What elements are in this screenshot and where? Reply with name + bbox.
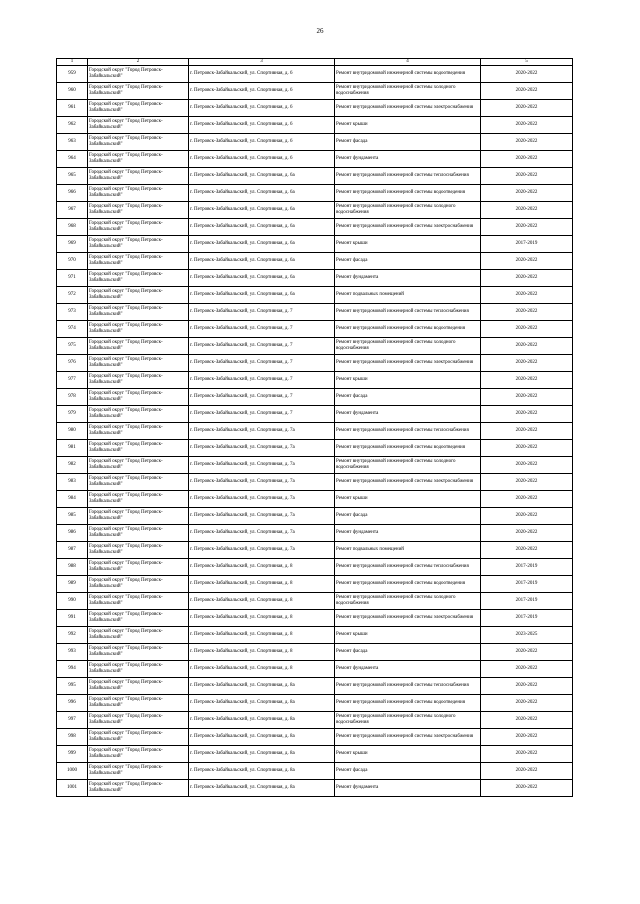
address-cell: г. Петровск-Забайкальский, ул. Спортивная, д. 8а: [189, 746, 335, 763]
work-type-cell: Ремонт внутридомовой инженерной системы теплоснабжения: [335, 678, 481, 695]
row-number: 977: [57, 372, 88, 389]
row-number: 969: [57, 236, 88, 253]
row-number: 968: [57, 219, 88, 236]
work-type-cell: Ремонт внутридомовой инженерной системы холодного водоснабжения: [335, 712, 481, 729]
register-table: [56, 58, 573, 797]
work-type-cell: Ремонт внутридомовой инженерной системы теплоснабжения: [335, 423, 481, 440]
row-number: 970: [57, 253, 88, 270]
municipality-cell: Городской округ "Город Петровск-Забайкальский": [88, 321, 189, 338]
period-cell: 2020-2022: [481, 338, 573, 355]
address-cell: г. Петровск-Забайкальский, ул. Спортивная, д. 6а: [189, 219, 335, 236]
address-cell: г. Петровск-Забайкальский, ул. Спортивная, д. 7: [189, 338, 335, 355]
row-number: 982: [57, 457, 88, 474]
table-row: [57, 185, 573, 202]
table-row: [57, 287, 573, 304]
table-row: [57, 695, 573, 712]
address-cell: г. Петровск-Забайкальский, ул. Спортивная, д. 6: [189, 66, 335, 83]
row-number: 980: [57, 423, 88, 440]
municipality-cell: Городской округ "Город Петровск-Забайкальский": [88, 542, 189, 559]
work-type-cell: Ремонт внутридомовой инженерной системы холодного водоснабжения: [335, 593, 481, 610]
work-type-cell: Ремонт фундамента: [335, 661, 481, 678]
period-cell: 2020-2022: [481, 117, 573, 134]
period-cell: 2020-2022: [481, 270, 573, 287]
municipality-cell: Городской округ "Город Петровск-Забайкальский": [88, 525, 189, 542]
period-cell: 2020-2022: [481, 389, 573, 406]
period-cell: 2020-2022: [481, 729, 573, 746]
address-cell: г. Петровск-Забайкальский, ул. Спортивная, д. 6а: [189, 168, 335, 185]
work-type-cell: Ремонт внутридомовой инженерной системы водоотведения: [335, 440, 481, 457]
period-cell: 2020-2022: [481, 457, 573, 474]
table-row: [57, 610, 573, 627]
row-number: 959: [57, 66, 88, 83]
work-type-cell: Ремонт фундамента: [335, 525, 481, 542]
address-cell: г. Петровск-Забайкальский, ул. Спортивная, д. 7: [189, 372, 335, 389]
period-cell: 2020-2022: [481, 321, 573, 338]
work-type-cell: Ремонт фасада: [335, 763, 481, 780]
row-number: 987: [57, 542, 88, 559]
work-type-cell: Ремонт внутридомовой инженерной системы электроснабжения: [335, 100, 481, 117]
work-type-cell: Ремонт внутридомовой инженерной системы электроснабжения: [335, 219, 481, 236]
address-cell: г. Петровск-Забайкальский, ул. Спортивная, д. 8: [189, 661, 335, 678]
row-number: 995: [57, 678, 88, 695]
table-row: [57, 202, 573, 219]
work-type-cell: Ремонт внутридомовой инженерной системы теплоснабжения: [335, 168, 481, 185]
column-header: 4: [335, 59, 481, 66]
municipality-cell: Городской округ "Город Петровск-Забайкальский": [88, 491, 189, 508]
period-cell: 2020-2022: [481, 746, 573, 763]
row-number: 989: [57, 576, 88, 593]
address-cell: г. Петровск-Забайкальский, ул. Спортивная, д. 6: [189, 134, 335, 151]
municipality-cell: Городской округ "Город Петровск-Забайкальский": [88, 134, 189, 151]
table-row: [57, 712, 573, 729]
row-number: 971: [57, 270, 88, 287]
table-row: [57, 491, 573, 508]
address-cell: г. Петровск-Забайкальский, ул. Спортивная, д. 7а: [189, 474, 335, 491]
address-cell: г. Петровск-Забайкальский, ул. Спортивная, д. 6: [189, 151, 335, 168]
municipality-cell: Городской округ "Город Петровск-Забайкальский": [88, 253, 189, 270]
address-cell: г. Петровск-Забайкальский, ул. Спортивная, д. 6: [189, 100, 335, 117]
address-cell: г. Петровск-Забайкальский, ул. Спортивная, д. 6а: [189, 236, 335, 253]
address-cell: г. Петровск-Забайкальский, ул. Спортивная, д. 7: [189, 389, 335, 406]
address-cell: г. Петровск-Забайкальский, ул. Спортивная, д. 6: [189, 117, 335, 134]
work-type-cell: Ремонт внутридомовой инженерной системы теплоснабжения: [335, 559, 481, 576]
address-cell: г. Петровск-Забайкальский, ул. Спортивная, д. 8а: [189, 729, 335, 746]
municipality-cell: Городской округ "Город Петровск-Забайкальский": [88, 151, 189, 168]
municipality-cell: Городской округ "Город Петровск-Забайкальский": [88, 695, 189, 712]
address-cell: г. Петровск-Забайкальский, ул. Спортивная, д. 6а: [189, 202, 335, 219]
municipality-cell: Городской округ "Город Петровск-Забайкальский": [88, 406, 189, 423]
period-cell: 2020-2022: [481, 440, 573, 457]
table-row: [57, 236, 573, 253]
row-number: 988: [57, 559, 88, 576]
period-cell: 2020-2022: [481, 542, 573, 559]
column-header: 1: [57, 59, 88, 66]
work-type-cell: Ремонт внутридомовой инженерной системы холодного водоснабжения: [335, 202, 481, 219]
municipality-cell: Городской округ "Город Петровск-Забайкальский": [88, 117, 189, 134]
address-cell: г. Петровск-Забайкальский, ул. Спортивная, д. 7а: [189, 491, 335, 508]
row-number: 993: [57, 644, 88, 661]
row-number: 966: [57, 185, 88, 202]
row-number: 998: [57, 729, 88, 746]
work-type-cell: Ремонт фундамента: [335, 780, 481, 797]
work-type-cell: Ремонт внутридомовой инженерной системы водоотведения: [335, 695, 481, 712]
work-type-cell: Ремонт внутридомовой инженерной системы электроснабжения: [335, 355, 481, 372]
address-cell: г. Петровск-Забайкальский, ул. Спортивная, д. 7а: [189, 440, 335, 457]
row-number: 961: [57, 100, 88, 117]
row-number: 984: [57, 491, 88, 508]
table-row: [57, 508, 573, 525]
address-cell: г. Петровск-Забайкальский, ул. Спортивная, д. 8: [189, 610, 335, 627]
period-cell: 2020-2022: [481, 134, 573, 151]
period-cell: 2020-2022: [481, 763, 573, 780]
column-header: 3: [189, 59, 335, 66]
period-cell: 2020-2022: [481, 695, 573, 712]
row-number: 965: [57, 168, 88, 185]
period-cell: 2020-2022: [481, 644, 573, 661]
period-cell: 2020-2022: [481, 372, 573, 389]
row-number: 1000: [57, 763, 88, 780]
municipality-cell: Городской округ "Город Петровск-Забайкальский": [88, 508, 189, 525]
period-cell: 2020-2022: [481, 712, 573, 729]
table-row: [57, 780, 573, 797]
address-cell: г. Петровск-Забайкальский, ул. Спортивная, д. 8а: [189, 695, 335, 712]
row-number: 985: [57, 508, 88, 525]
table-row: [57, 168, 573, 185]
municipality-cell: Городской округ "Город Петровск-Забайкальский": [88, 678, 189, 695]
municipality-cell: Городской округ "Город Петровск-Забайкальский": [88, 287, 189, 304]
work-type-cell: Ремонт внутридомовой инженерной системы водоотведения: [335, 66, 481, 83]
municipality-cell: Городской округ "Город Петровск-Забайкальский": [88, 304, 189, 321]
work-type-cell: Ремонт внутридомовой инженерной системы холодного водоснабжения: [335, 457, 481, 474]
address-cell: г. Петровск-Забайкальский, ул. Спортивная, д. 8: [189, 593, 335, 610]
municipality-cell: Городской округ "Город Петровск-Забайкальский": [88, 185, 189, 202]
address-cell: г. Петровск-Забайкальский, ул. Спортивная, д. 8а: [189, 780, 335, 797]
row-number: 986: [57, 525, 88, 542]
address-cell: г. Петровск-Забайкальский, ул. Спортивная, д. 8а: [189, 678, 335, 695]
municipality-cell: Городской округ "Город Петровск-Забайкальский": [88, 338, 189, 355]
table-row: [57, 559, 573, 576]
address-cell: г. Петровск-Забайкальский, ул. Спортивная, д. 7а: [189, 457, 335, 474]
row-number: 997: [57, 712, 88, 729]
table-row: [57, 729, 573, 746]
row-number: 960: [57, 83, 88, 100]
period-cell: 2020-2022: [481, 525, 573, 542]
municipality-cell: Городской округ "Город Петровск-Забайкальский": [88, 661, 189, 678]
table-row: [57, 525, 573, 542]
address-cell: г. Петровск-Забайкальский, ул. Спортивная, д. 6: [189, 83, 335, 100]
table-row: [57, 338, 573, 355]
municipality-cell: Городской округ "Город Петровск-Забайкальский": [88, 729, 189, 746]
municipality-cell: Городской округ "Город Петровск-Забайкальский": [88, 423, 189, 440]
table-row: [57, 389, 573, 406]
table-row: [57, 457, 573, 474]
period-cell: 2020-2022: [481, 100, 573, 117]
table-row: [57, 661, 573, 678]
work-type-cell: Ремонт фасада: [335, 508, 481, 525]
period-cell: 2020-2022: [481, 355, 573, 372]
municipality-cell: Городской округ "Город Петровск-Забайкальский": [88, 627, 189, 644]
table-row: [57, 253, 573, 270]
row-number: 994: [57, 661, 88, 678]
period-cell: 2020-2022: [481, 406, 573, 423]
municipality-cell: Городской округ "Город Петровск-Забайкальский": [88, 440, 189, 457]
address-cell: г. Петровск-Забайкальский, ул. Спортивная, д. 8а: [189, 763, 335, 780]
period-cell: 2020-2022: [481, 678, 573, 695]
address-cell: г. Петровск-Забайкальский, ул. Спортивная, д. 8: [189, 559, 335, 576]
address-cell: г. Петровск-Забайкальский, ул. Спортивная, д. 7: [189, 304, 335, 321]
period-cell: 2020-2022: [481, 168, 573, 185]
row-number: 990: [57, 593, 88, 610]
table-row: [57, 678, 573, 695]
period-cell: 2020-2022: [481, 661, 573, 678]
municipality-cell: Городской округ "Город Петровск-Забайкальский": [88, 610, 189, 627]
table-row: [57, 304, 573, 321]
row-number: 981: [57, 440, 88, 457]
table-row: [57, 627, 573, 644]
address-cell: г. Петровск-Забайкальский, ул. Спортивная, д. 8а: [189, 712, 335, 729]
municipality-cell: Городской округ "Город Петровск-Забайкальский": [88, 168, 189, 185]
period-cell: 2020-2022: [481, 287, 573, 304]
table-row: [57, 270, 573, 287]
work-type-cell: Ремонт фасада: [335, 644, 481, 661]
municipality-cell: Городской округ "Город Петровск-Забайкальский": [88, 355, 189, 372]
municipality-cell: Городской округ "Город Петровск-Забайкальский": [88, 219, 189, 236]
table-row: [57, 542, 573, 559]
address-cell: г. Петровск-Забайкальский, ул. Спортивная, д. 8: [189, 644, 335, 661]
row-number: 976: [57, 355, 88, 372]
table-row: [57, 83, 573, 100]
work-type-cell: Ремонт фасада: [335, 253, 481, 270]
work-type-cell: Ремонт подвальных помещений: [335, 287, 481, 304]
work-type-cell: Ремонт фундамента: [335, 270, 481, 287]
municipality-cell: Городской округ "Город Петровск-Забайкальский": [88, 593, 189, 610]
address-cell: г. Петровск-Забайкальский, ул. Спортивная, д. 7а: [189, 508, 335, 525]
row-number: 975: [57, 338, 88, 355]
work-type-cell: Ремонт внутридомовой инженерной системы холодного водоснабжения: [335, 338, 481, 355]
work-type-cell: Ремонт подвальных помещений: [335, 542, 481, 559]
period-cell: 2017-2019: [481, 576, 573, 593]
period-cell: 2020-2022: [481, 423, 573, 440]
table-row: [57, 355, 573, 372]
work-type-cell: Ремонт фасада: [335, 134, 481, 151]
row-number: 972: [57, 287, 88, 304]
table-row: [57, 576, 573, 593]
municipality-cell: Городской округ "Город Петровск-Забайкальский": [88, 236, 189, 253]
table-row: [57, 66, 573, 83]
table-row: [57, 321, 573, 338]
row-number: 964: [57, 151, 88, 168]
municipality-cell: Городской округ "Город Петровск-Забайкальский": [88, 202, 189, 219]
work-type-cell: Ремонт внутридомовой инженерной системы электроснабжения: [335, 729, 481, 746]
period-cell: 2020-2022: [481, 66, 573, 83]
address-cell: г. Петровск-Забайкальский, ул. Спортивная, д. 7а: [189, 525, 335, 542]
row-number: 973: [57, 304, 88, 321]
period-cell: 2017-2019: [481, 593, 573, 610]
table-row: [57, 763, 573, 780]
work-type-cell: Ремонт крыши: [335, 372, 481, 389]
period-cell: 2017-2019: [481, 559, 573, 576]
work-type-cell: Ремонт крыши: [335, 746, 481, 763]
work-type-cell: Ремонт внутридомовой инженерной системы теплоснабжения: [335, 304, 481, 321]
table-row: [57, 423, 573, 440]
row-number: 978: [57, 389, 88, 406]
table-row: [57, 440, 573, 457]
address-cell: г. Петровск-Забайкальский, ул. Спортивная, д. 7а: [189, 542, 335, 559]
period-cell: 2017-2019: [481, 236, 573, 253]
municipality-cell: Городской округ "Город Петровск-Забайкальский": [88, 763, 189, 780]
municipality-cell: Городской округ "Город Петровск-Забайкальский": [88, 712, 189, 729]
address-cell: г. Петровск-Забайкальский, ул. Спортивная, д. 8: [189, 627, 335, 644]
municipality-cell: Городской округ "Город Петровск-Забайкальский": [88, 372, 189, 389]
work-type-cell: Ремонт фундамента: [335, 151, 481, 168]
table-row: [57, 593, 573, 610]
row-number: 963: [57, 134, 88, 151]
period-cell: 2020-2022: [481, 508, 573, 525]
row-number: 974: [57, 321, 88, 338]
table-row: [57, 100, 573, 117]
header-row: [57, 59, 573, 66]
address-cell: г. Петровск-Забайкальский, ул. Спортивная, д. 7а: [189, 423, 335, 440]
row-number: 1001: [57, 780, 88, 797]
work-type-cell: Ремонт внутридомовой инженерной системы водоотведения: [335, 576, 481, 593]
row-number: 991: [57, 610, 88, 627]
period-cell: 2020-2022: [481, 253, 573, 270]
address-cell: г. Петровск-Забайкальский, ул. Спортивная, д. 6а: [189, 270, 335, 287]
period-cell: 2020-2022: [481, 202, 573, 219]
address-cell: г. Петровск-Забайкальский, ул. Спортивная, д. 6а: [189, 253, 335, 270]
municipality-cell: Городской округ "Город Петровск-Забайкальский": [88, 389, 189, 406]
table-row: [57, 746, 573, 763]
work-type-cell: Ремонт фасада: [335, 389, 481, 406]
table-row: [57, 219, 573, 236]
work-type-cell: Ремонт крыши: [335, 117, 481, 134]
municipality-cell: Городской округ "Город Петровск-Забайкальский": [88, 100, 189, 117]
work-type-cell: Ремонт внутридомовой инженерной системы электроснабжения: [335, 610, 481, 627]
row-number: 979: [57, 406, 88, 423]
row-number: 967: [57, 202, 88, 219]
municipality-cell: Городской округ "Город Петровск-Забайкальский": [88, 83, 189, 100]
address-cell: г. Петровск-Забайкальский, ул. Спортивная, д. 7: [189, 355, 335, 372]
address-cell: г. Петровск-Забайкальский, ул. Спортивная, д. 8: [189, 576, 335, 593]
period-cell: 2020-2022: [481, 219, 573, 236]
table-row: [57, 406, 573, 423]
address-cell: г. Петровск-Забайкальский, ул. Спортивная, д. 7: [189, 321, 335, 338]
period-cell: 2017-2019: [481, 610, 573, 627]
work-type-cell: Ремонт крыши: [335, 236, 481, 253]
row-number: 983: [57, 474, 88, 491]
work-type-cell: Ремонт внутридомовой инженерной системы электроснабжения: [335, 474, 481, 491]
table-row: [57, 644, 573, 661]
page-number: 26: [316, 27, 324, 35]
work-type-cell: Ремонт крыши: [335, 627, 481, 644]
municipality-cell: Городской округ "Город Петровск-Забайкальский": [88, 559, 189, 576]
municipality-cell: Городской округ "Город Петровск-Забайкальский": [88, 746, 189, 763]
period-cell: 2020-2022: [481, 304, 573, 321]
work-type-cell: Ремонт фундамента: [335, 406, 481, 423]
municipality-cell: Городской округ "Город Петровск-Забайкальский": [88, 576, 189, 593]
row-number: 996: [57, 695, 88, 712]
work-type-cell: Ремонт внутридомовой инженерной системы холодного водоснабжения: [335, 83, 481, 100]
column-header: 5: [481, 59, 573, 66]
municipality-cell: Городской округ "Город Петровск-Забайкальский": [88, 644, 189, 661]
municipality-cell: Городской округ "Город Петровск-Забайкальский": [88, 457, 189, 474]
address-cell: г. Петровск-Забайкальский, ул. Спортивная, д. 7: [189, 406, 335, 423]
row-number: 999: [57, 746, 88, 763]
period-cell: 2020-2022: [481, 780, 573, 797]
period-cell: 2020-2022: [481, 83, 573, 100]
address-cell: г. Петровск-Забайкальский, ул. Спортивная, д. 6а: [189, 185, 335, 202]
row-number: 992: [57, 627, 88, 644]
table-row: [57, 134, 573, 151]
municipality-cell: Городской округ "Город Петровск-Забайкальский": [88, 66, 189, 83]
work-type-cell: Ремонт внутридомовой инженерной системы водоотведения: [335, 185, 481, 202]
work-type-cell: Ремонт внутридомовой инженерной системы водоотведения: [335, 321, 481, 338]
period-cell: 2020-2022: [481, 151, 573, 168]
table-row: [57, 372, 573, 389]
period-cell: 2020-2022: [481, 491, 573, 508]
work-type-cell: Ремонт крыши: [335, 491, 481, 508]
table-row: [57, 474, 573, 491]
table-row: [57, 117, 573, 134]
period-cell: 2020-2022: [481, 474, 573, 491]
table-row: [57, 151, 573, 168]
municipality-cell: Городской округ "Город Петровск-Забайкальский": [88, 474, 189, 491]
municipality-cell: Городской округ "Город Петровск-Забайкальский": [88, 780, 189, 797]
period-cell: 2020-2022: [481, 185, 573, 202]
period-cell: 2023-2025: [481, 627, 573, 644]
municipality-cell: Городской округ "Город Петровск-Забайкальский": [88, 270, 189, 287]
row-number: 962: [57, 117, 88, 134]
column-header: 2: [88, 59, 189, 66]
address-cell: г. Петровск-Забайкальский, ул. Спортивная, д. 6а: [189, 287, 335, 304]
